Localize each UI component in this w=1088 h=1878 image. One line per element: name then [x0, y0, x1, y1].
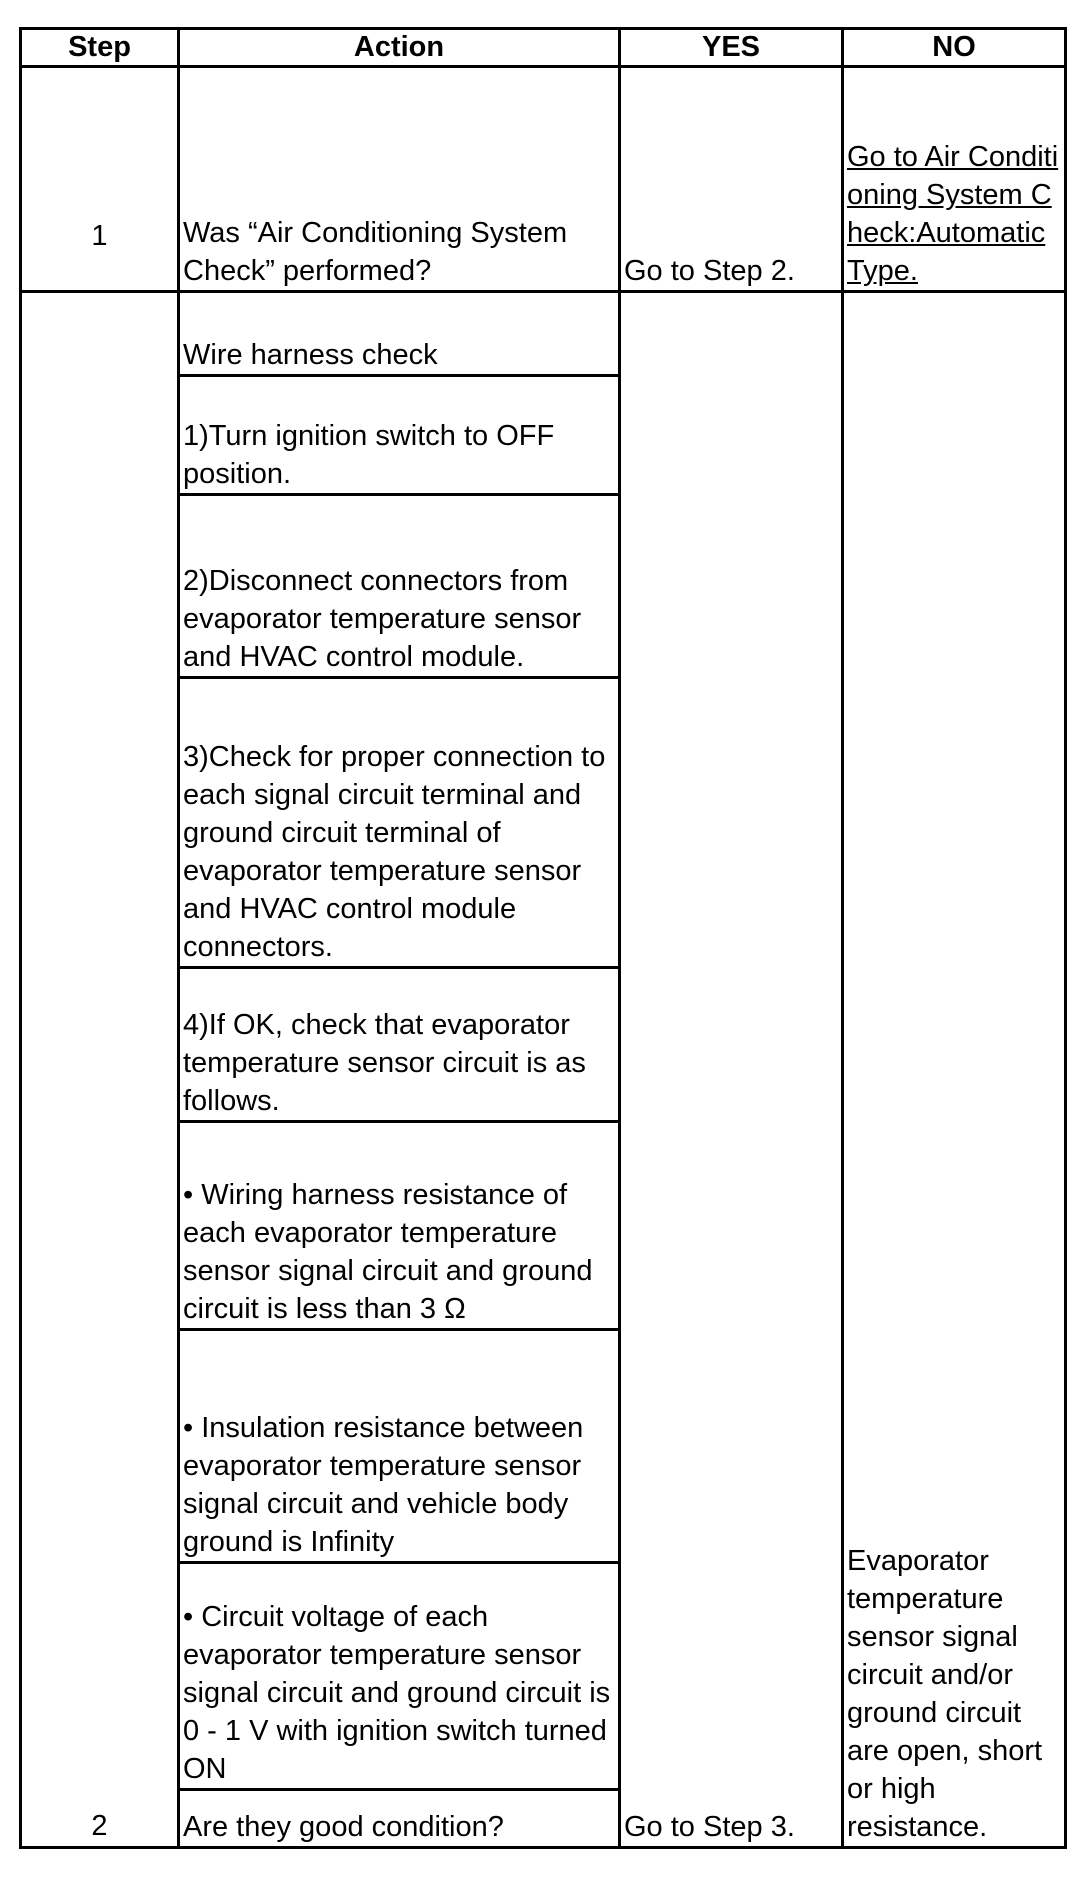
action-step: [183, 969, 615, 1120]
action-step-text: • Circuit voltage of each evaporator temperature sensor signal circuit and ground circuit is 0 - 1 V with ignition switch turned ON: [183, 1601, 611, 1785]
yes-cell: [624, 68, 840, 290]
action-question: [183, 68, 615, 290]
no-cell: [847, 293, 1061, 1846]
action-step: [183, 1123, 615, 1328]
column-divider-yes: [841, 27, 844, 1849]
column-divider-step: [177, 27, 180, 1849]
air-conditioning-check-link[interactable]: Go to Air Conditioning System Check:Automatic Type.: [847, 141, 1059, 287]
action-step: [183, 1331, 615, 1561]
yes-cell: [624, 293, 840, 1846]
table-border-right: [1064, 27, 1067, 1849]
table-border-bottom: [19, 1846, 1067, 1849]
action-step: [183, 679, 615, 966]
no-text: Evaporator temperature sensor signal circuit and/or ground circuit are open, short or high resistance.: [847, 1545, 1043, 1843]
header-action: Action: [353, 31, 445, 63]
step-number: 1: [91, 220, 108, 252]
action-step-text: • Wiring harness resistance of each evaporator temperature sensor signal circuit and ground circuit is less than 3 Ω: [183, 1179, 593, 1325]
action-step-text: 4)If OK, check that evaporator temperature sensor circuit is as follows.: [183, 1009, 586, 1117]
action-step: [183, 293, 615, 374]
action-step-text: • Insulation resistance between evaporator temperature sensor signal circuit and vehicle body ground is Infinity: [183, 1412, 584, 1558]
yes-text: Go to Step 3.: [624, 1811, 795, 1843]
table-border-left: [19, 27, 22, 1849]
header-no: NO: [932, 31, 976, 63]
action-step: [183, 496, 615, 676]
action-step-text: Wire harness check: [183, 339, 438, 371]
action-step-text: 3)Check for proper connection to each signal circuit terminal and ground circuit terminal of evaporator temperature sensor and HVAC control module connectors.: [183, 741, 606, 963]
action-step: [183, 377, 615, 493]
no-cell: [847, 68, 1061, 290]
action-step-text: 1)Turn ignition switch to OFF position.: [183, 420, 555, 490]
step-number: 2: [91, 1810, 108, 1842]
action-question-text: Are they good condition?: [183, 1811, 504, 1843]
action-text: Was “Air Conditioning System Check” performed?: [183, 217, 568, 287]
header-yes: YES: [701, 31, 761, 63]
column-divider-action: [618, 27, 621, 1849]
yes-text: Go to Step 2.: [624, 255, 795, 287]
action-step-text: 2)Disconnect connectors from evaporator temperature sensor and HVAC control module.: [183, 565, 582, 673]
header-step: Step: [68, 31, 131, 63]
action-question: [183, 1791, 615, 1846]
action-step: [183, 1564, 615, 1788]
